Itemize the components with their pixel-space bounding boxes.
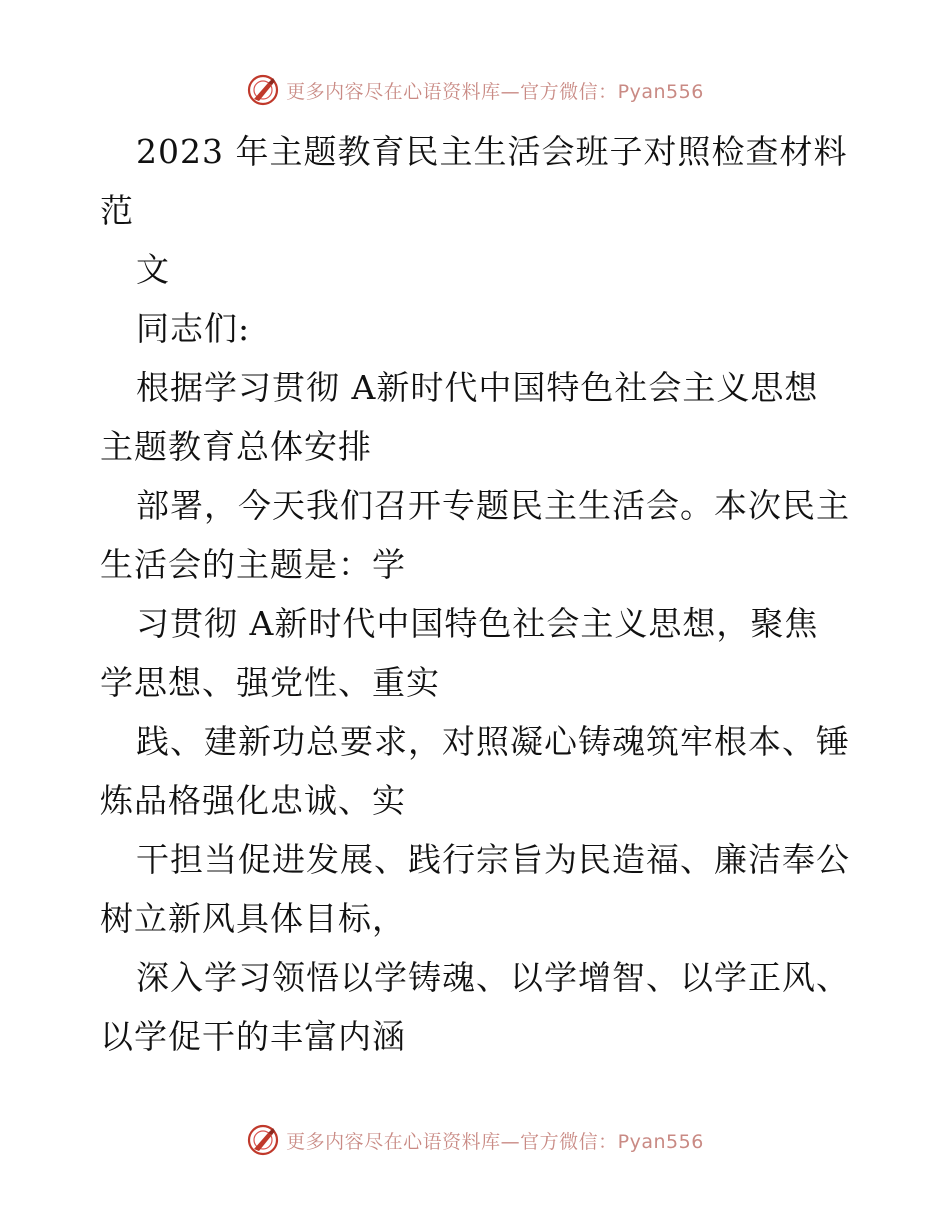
doc-line: 文 [136, 250, 170, 289]
doc-line: 主题教育总体安排 [100, 427, 372, 466]
doc-line: 范 [100, 191, 134, 230]
doc-line: 树立新风具体目标， [100, 899, 406, 938]
doc-line: 践、建新功总要求，对照凝心铸魂筑牢根本、锤 [136, 722, 850, 761]
doc-line: 同志们: [136, 309, 251, 348]
header-banner [0, 70, 950, 110]
doc-line: 炼品格强化忠诚、实 [100, 781, 406, 820]
document-body [100, 122, 860, 1066]
footer-banner [0, 1120, 950, 1160]
doc-line: 根据学习贯彻 A新时代中国特色社会主义思想 [136, 368, 819, 407]
doc-line: 学思想、强党性、重实 [100, 663, 440, 702]
pen-logo-icon [246, 1123, 280, 1157]
footer-banner-text: 更多内容尽在心语资料库—官方微信：Pyan556 [286, 1130, 704, 1153]
doc-line: 习贯彻 A新时代中国特色社会主义思想，聚焦 [136, 604, 819, 643]
doc-line: 以学促干的丰富内涵 [100, 1017, 406, 1056]
header-banner-text: 更多内容尽在心语资料库—官方微信：Pyan556 [286, 80, 704, 103]
doc-line: 干担当促进发展、践行宗旨为民造福、廉洁奉公 [136, 840, 850, 879]
doc-line: 深入学习领悟以学铸魂、以学增智、以学正风、 [136, 958, 850, 997]
pen-logo-icon [246, 73, 280, 107]
doc-line: 部署，今天我们召开专题民主生活会。本次民主 [136, 486, 850, 525]
doc-line: 2023 年主题教育民主生活会班子对照检查材料 [136, 132, 848, 171]
doc-line: 生活会的主题是：学 [100, 545, 406, 584]
